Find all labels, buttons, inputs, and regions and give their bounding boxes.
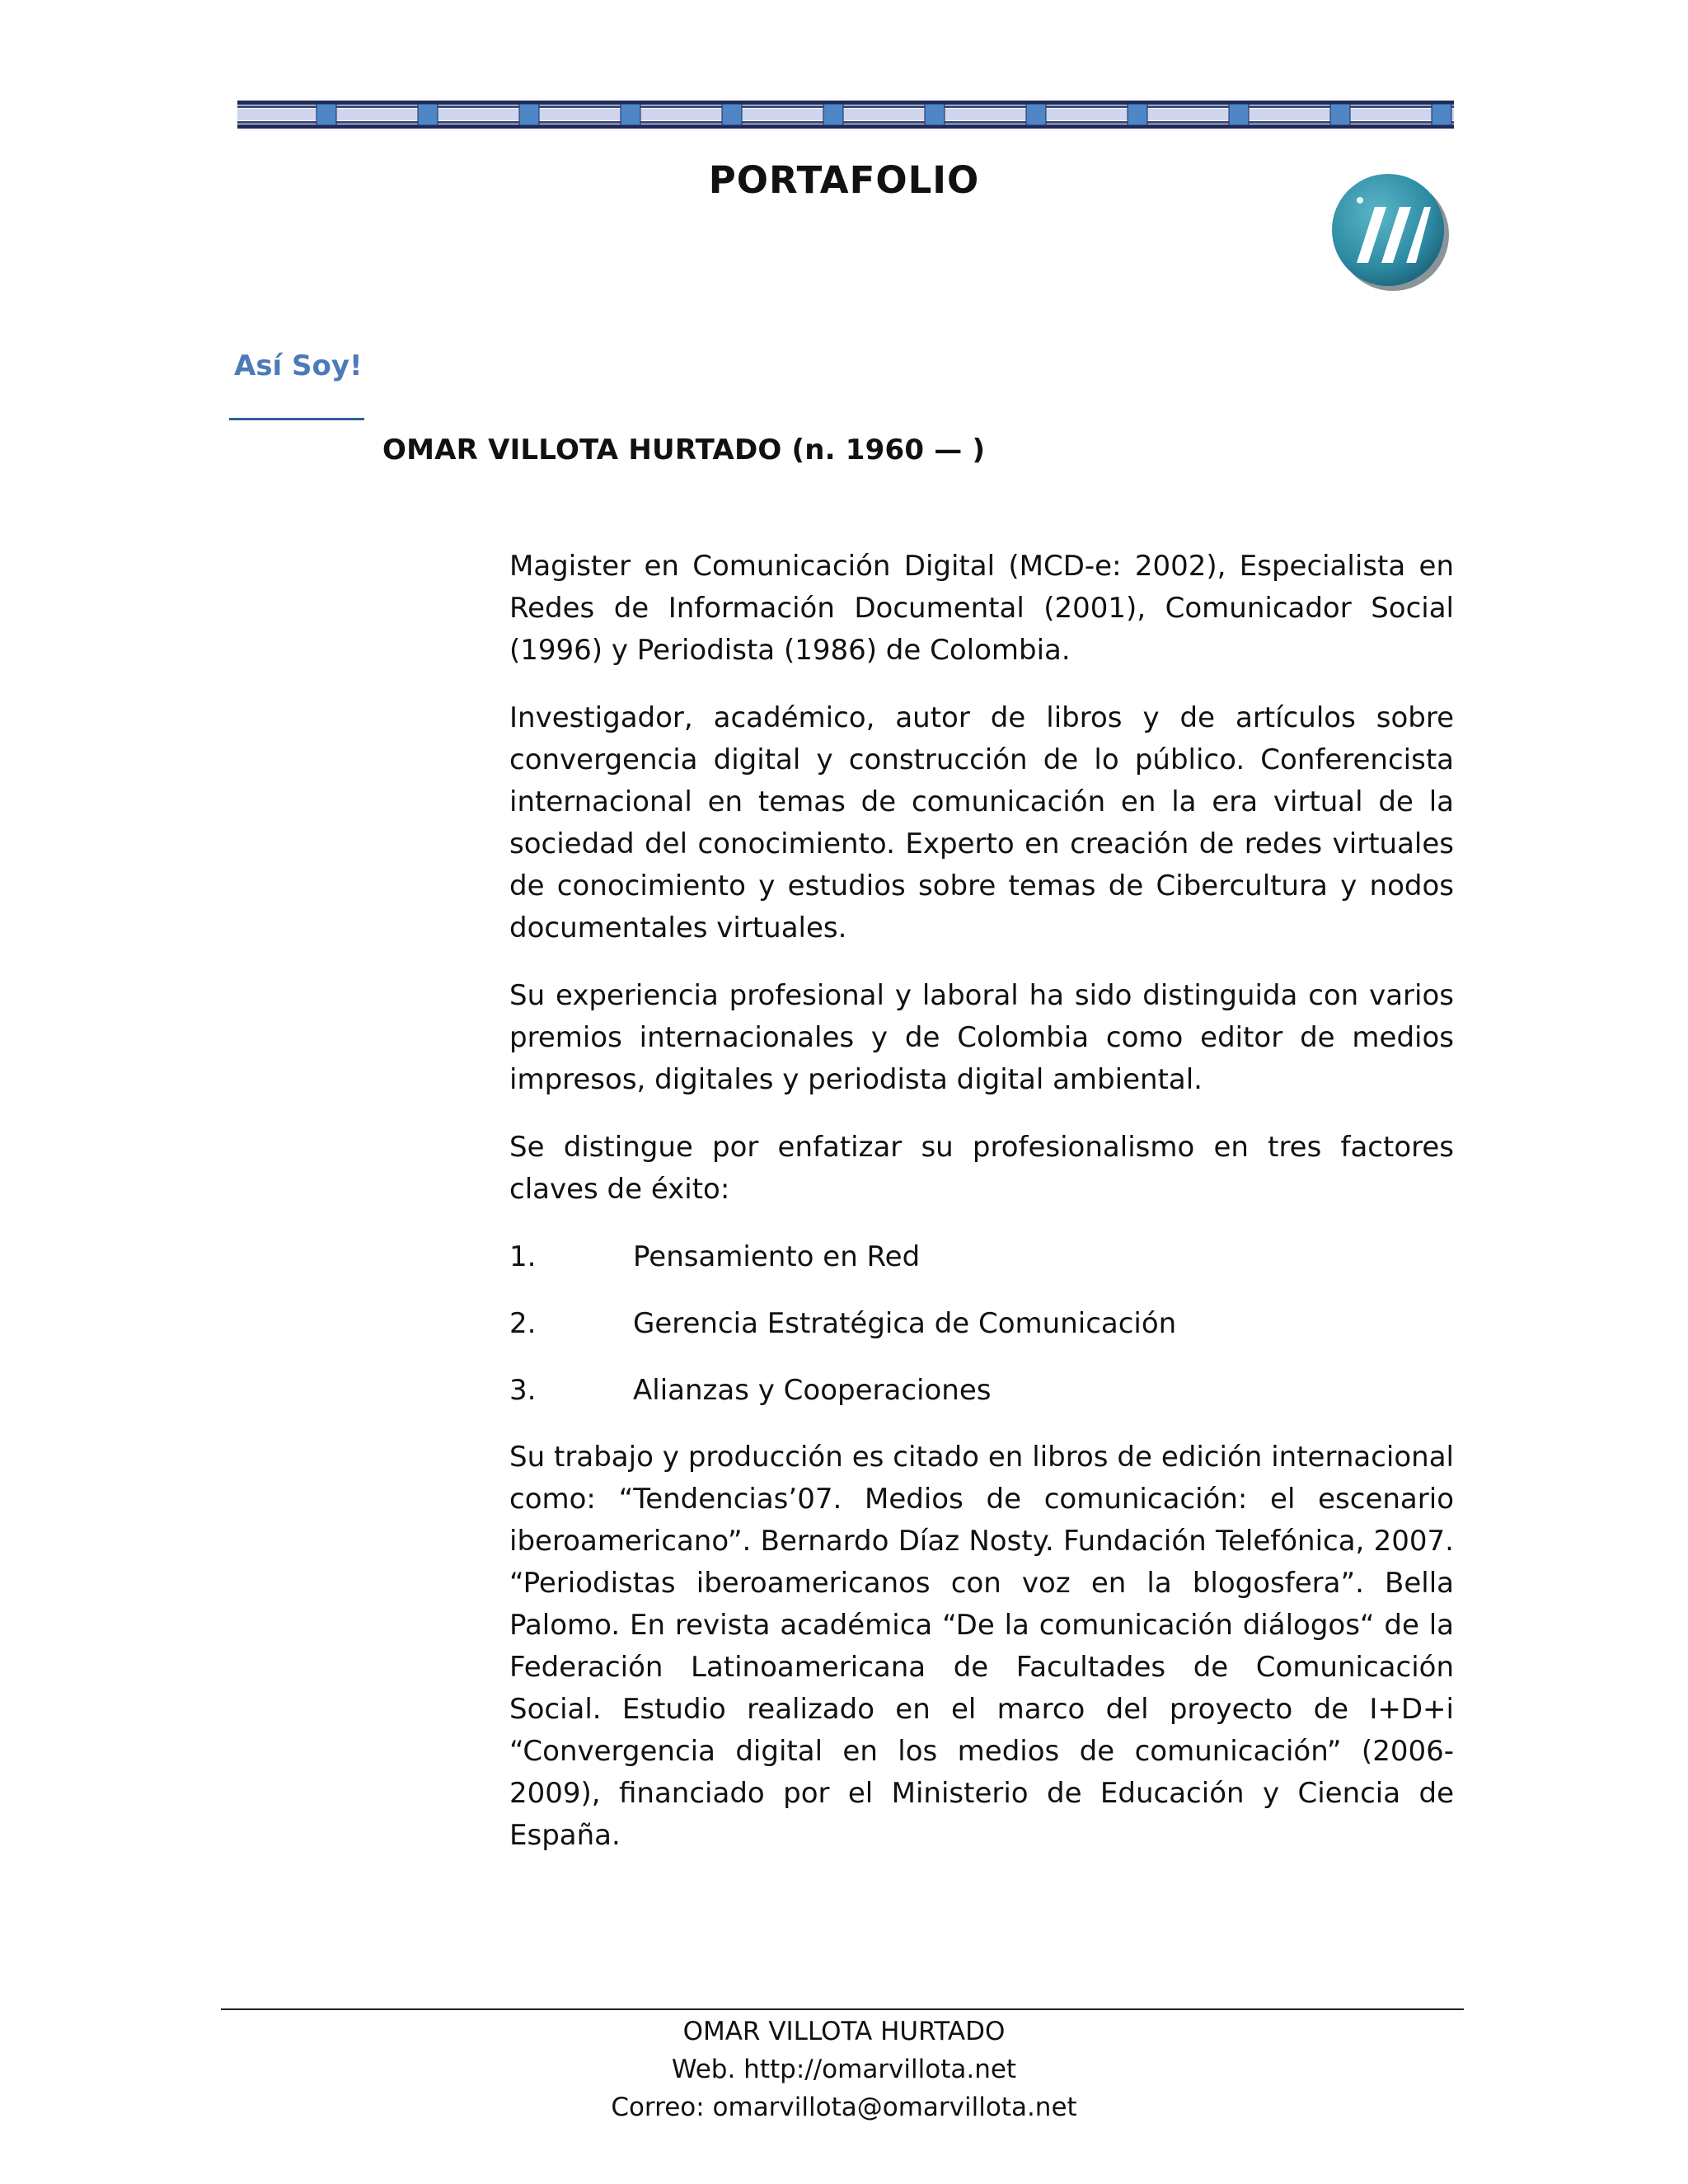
list-item: [509, 1303, 1454, 1345]
footer-web-link[interactable]: Web. http://omarvillota.net: [671, 2055, 1017, 2084]
biography-body: [509, 546, 1454, 1882]
list-text: Pensamiento en Red: [633, 1240, 921, 1273]
list-number: 2.: [509, 1307, 537, 1340]
bio-closing-paragraph: Su trabajo y producción es citado en libros de edición internacional como: “Tendencias’07. Medios de comunicación: el escenario iberoamericano”. Bernardo Díaz Nosty. Fundación Telefónica, 2007. “Periodistas iberoamericanos con voz en la blogosfera”. Bella Palomo. En revista académica “De la comunicación diálogos“ de la Federación Latinoamericana de Facultades de Comunicación Social. Estudio realizado en el marco del proyecto de I+D+i “Convergencia digital en los medios de comunicación” (2006-2009), financiado por el Ministerio de Educación y Ciencia de España.: [509, 1441, 1454, 1852]
section-heading: Así Soy!: [234, 349, 363, 382]
bio-paragraph: Se distingue por enfatizar su profesionalismo en tres factores claves de éxito:: [509, 1131, 1454, 1206]
list-item: [509, 1236, 1454, 1278]
section-underline: [229, 418, 364, 420]
bio-paragraph: Investigador, académico, autor de libros y de artículos sobre convergencia digital y construcción de lo público. Conferencista internacional en temas de comunicación en la era virtual de la sociedad del conocimiento. Experto en creación de redes virtuales de conocimiento y estudios sobre temas de Cibercultura y nodos documentales virtuales.: [509, 701, 1454, 944]
header-decorative-band: [237, 101, 1454, 129]
footer-divider: [221, 2008, 1464, 2010]
stripes-logo-icon: [1327, 169, 1452, 294]
bio-paragraph: Su experiencia profesional y laboral ha sido distinguida con varios premios internacionales y de Colombia como editor de medios impresos, digitales y periodista digital ambiental.: [509, 979, 1454, 1096]
list-number: 3.: [509, 1374, 537, 1407]
page-footer: [0, 2013, 1688, 2126]
list-number: 1.: [509, 1240, 537, 1273]
bio-paragraph: Magister en Comunicación Digital (MCD-e: 2002), Especialista en Redes de Información Documental (2001), Comunicador Social (1996) y Periodista (1986) de Colombia.: [509, 550, 1454, 667]
list-item: [509, 1370, 1454, 1412]
footer-email-link[interactable]: Correo: omarvillota@omarvillota.net: [611, 2093, 1077, 2122]
list-text: Alianzas y Cooperaciones: [633, 1374, 992, 1407]
footer-name: OMAR VILLOTA HURTADO: [682, 2017, 1006, 2046]
page-title: PORTAFOLIO: [708, 158, 980, 202]
list-text: Gerencia Estratégica de Comunicación: [633, 1307, 1177, 1340]
person-name: OMAR VILLOTA HURTADO (n. 1960 — ): [382, 434, 986, 466]
